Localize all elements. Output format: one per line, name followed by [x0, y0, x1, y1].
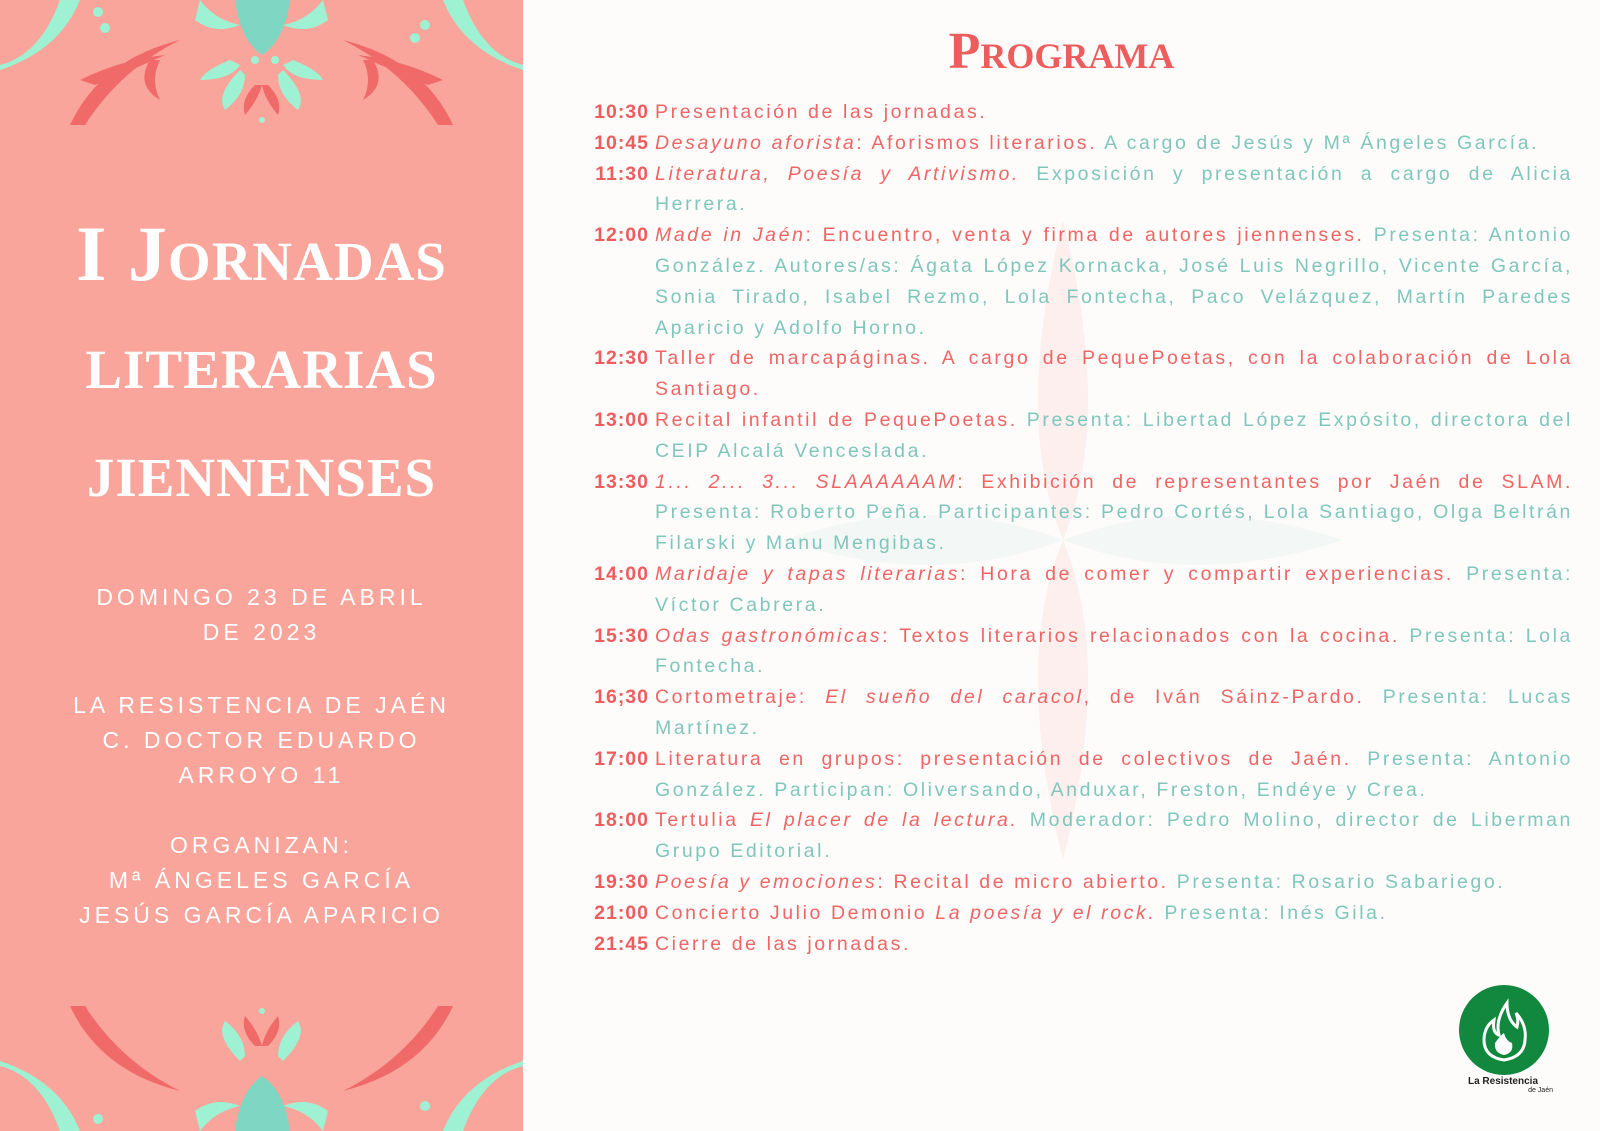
entry-description — [655, 621, 1573, 683]
entry-time: 17:00 — [594, 747, 649, 770]
entry-time: 10:45 — [594, 131, 649, 154]
schedule-entry — [565, 220, 1573, 343]
schedule-entry — [565, 343, 1573, 405]
entry-description — [655, 805, 1573, 867]
venue-line: C. DOCTOR EDUARDO — [102, 727, 421, 753]
title-line: I Jornadas — [76, 210, 447, 297]
left-panel — [0, 0, 523, 1131]
schedule-entry — [565, 682, 1573, 744]
organizers-line: ORGANIZAN: — [169, 832, 354, 858]
entry-text-segment: , de Iván Sáinz-Pardo. — [1083, 686, 1365, 709]
entry-text-segment: Desayuno aforista — [655, 131, 857, 154]
entry-text-segment: : Textos literarios relacionados con la cocina. — [882, 624, 1400, 647]
event-date — [0, 580, 523, 650]
logo-subtext: de Jaén — [1528, 1087, 1553, 1094]
title-line: jiennenses — [86, 426, 437, 513]
entry-text-segment: Tertulia — [655, 809, 750, 832]
entry-description — [655, 343, 1573, 405]
entry-description — [655, 128, 1573, 159]
entry-text-segment: El placer de la lectura. — [749, 809, 1019, 832]
entry-text-segment: : Encuentro, venta y firma de autores jiennenses. — [805, 224, 1365, 247]
organizers-line: JESÚS GARCÍA APARICIO — [79, 902, 444, 928]
entry-text-segment: La poesía y el rock. — [935, 901, 1157, 924]
entry-text-segment: Presenta: Lola Fontecha. — [655, 624, 1573, 678]
schedule-entry — [565, 559, 1573, 621]
entry-text-segment: Presenta: Lucas Martínez. — [655, 686, 1573, 739]
entry-text-segment: Presenta: Antonio González. Participan: Oliversando, Anduxar, Freston, Endéye y Crea. — [655, 747, 1573, 801]
entry-text-segment: A cargo de Jesús y Mª Ángeles García. — [1097, 131, 1540, 154]
entry-description — [655, 559, 1573, 621]
schedule-entry — [565, 867, 1573, 898]
entry-time: 11:30 — [595, 162, 649, 185]
la-resistencia-logo — [1459, 985, 1549, 1075]
entry-text-segment: Presenta: Roberto Peña. Participantes: Pedro Cortés, Lola Santiago, Olga Beltrán Filarski y Manu Mengibas. — [655, 501, 1573, 555]
entry-text-segment: : Exhibición de representantes por Jaén de SLAM. — [957, 470, 1573, 493]
entry-text-segment: 1... 2... 3... SLAAAAAAM — [655, 470, 958, 493]
entry-text-segment: Cortometraje: — [655, 686, 826, 709]
entry-text-segment: Poesía y emociones — [655, 870, 878, 893]
entry-time: 13:00 — [594, 408, 649, 431]
venue-line: ARROYO 11 — [178, 762, 345, 788]
entry-description — [655, 220, 1573, 343]
date-line: DE 2023 — [202, 619, 321, 645]
schedule-entry — [565, 898, 1573, 929]
schedule-entry — [565, 621, 1573, 683]
schedule-entry — [565, 805, 1573, 867]
program-panel — [523, 0, 1600, 1131]
entry-text-segment: Literatura en grupos: presentación de colectivos de Jaén. — [655, 747, 1352, 770]
entry-description — [655, 405, 1573, 467]
entry-time: 18:00 — [594, 809, 649, 832]
schedule-entry — [565, 744, 1573, 806]
entry-time: 21:00 — [594, 901, 649, 924]
entry-time: 15:30 — [594, 624, 649, 647]
title-line: literarias — [85, 318, 438, 405]
entry-time: 14:00 — [594, 562, 649, 585]
logo-text: La Resistencia — [1467, 1076, 1539, 1087]
entry-text-segment: Made in Jaén — [655, 224, 806, 247]
entry-text-segment: Concierto Julio Demonio — [655, 901, 936, 924]
entry-text-segment: Odas gastronómicas — [655, 624, 883, 647]
program-title: Programa — [948, 23, 1175, 80]
organizers-line: Mª ÁNGELES GARCÍA — [108, 867, 415, 893]
entry-description — [655, 97, 1573, 128]
schedule-entry — [565, 405, 1573, 467]
entry-text-segment: : Hora de comer y compartir experiencias. — [960, 562, 1454, 585]
event-organizers — [0, 828, 523, 933]
entry-time: 10:30 — [594, 101, 649, 123]
schedule-entry — [565, 467, 1573, 559]
entry-text-segment: Presenta: Inés Gila. — [1156, 901, 1388, 924]
entry-text-segment: Maridaje y tapas literarias — [655, 562, 961, 585]
schedule-entry — [565, 128, 1573, 159]
entry-time: 16;30 — [594, 686, 649, 709]
entry-text-segment: Presenta: Antonio González. Autores/as: Ágata López Kornacka, José Luis Negrillo, Vicente García, Sonia Tirado, Isabel Rezmo, Lola Fontecha, Paco Velázquez, Martín Paredes Aparicio y Adolfo Horno. — [655, 224, 1573, 339]
entry-description — [655, 867, 1573, 898]
entry-time: 19:30 — [594, 870, 649, 893]
date-line: DOMINGO 23 DE ABRIL — [96, 584, 427, 610]
flame-icon — [1459, 985, 1549, 1075]
entry-text-segment: Taller de marcapáginas. A cargo de PequePoetas, con la colaboración de Lola Santiago. — [655, 347, 1573, 401]
entry-text-segment: : Aforismos literarios. — [856, 131, 1098, 154]
floral-ornament-top — [0, 0, 523, 130]
venue-line: LA RESISTENCIA DE JAÉN — [73, 692, 450, 718]
floral-ornament-bottom — [0, 1001, 523, 1131]
entry-time: 21:45 — [594, 932, 649, 955]
entry-description — [655, 682, 1573, 744]
entry-text-segment: El sueño del caracol — [825, 686, 1084, 709]
entry-text-segment: Presentación de las jornadas. — [655, 101, 988, 123]
entry-description — [655, 159, 1573, 221]
entry-text-segment: Literatura, Poesía y Artivismo. — [655, 162, 1020, 185]
entry-text-segment: Exposición y presentación a cargo de Alicia Herrera. — [655, 162, 1573, 216]
schedule-entry — [565, 929, 1573, 960]
entry-description — [655, 898, 1425, 929]
entry-time: 12:00 — [594, 224, 649, 247]
schedule-list — [565, 97, 1573, 959]
event-title — [0, 200, 523, 524]
entry-text-segment: Moderador: Pedro Molino, director de Liberman Grupo Editorial. — [655, 809, 1573, 863]
event-venue — [0, 688, 523, 793]
entry-text-segment: Presenta: Víctor Cabrera. — [655, 562, 1574, 616]
schedule-entry — [565, 97, 1573, 128]
entry-text-segment: Presenta: Libertad López Expósito, directora del CEIP Alcalá Venceslada. — [655, 408, 1573, 462]
entry-description — [655, 744, 1573, 806]
entry-text-segment: : Recital de micro abierto. — [877, 870, 1169, 893]
entry-description — [655, 929, 1573, 960]
entry-text-segment: Presenta: Rosario Sabariego. — [1168, 870, 1506, 893]
entry-text-segment: Recital infantil de PequePoetas. — [655, 408, 1018, 431]
entry-time: 12:30 — [594, 347, 649, 370]
schedule-entry — [565, 159, 1573, 221]
entry-time: 13:30 — [594, 470, 649, 493]
entry-text-segment: Cierre de las jornadas. — [655, 932, 911, 955]
entry-description — [655, 467, 1573, 559]
